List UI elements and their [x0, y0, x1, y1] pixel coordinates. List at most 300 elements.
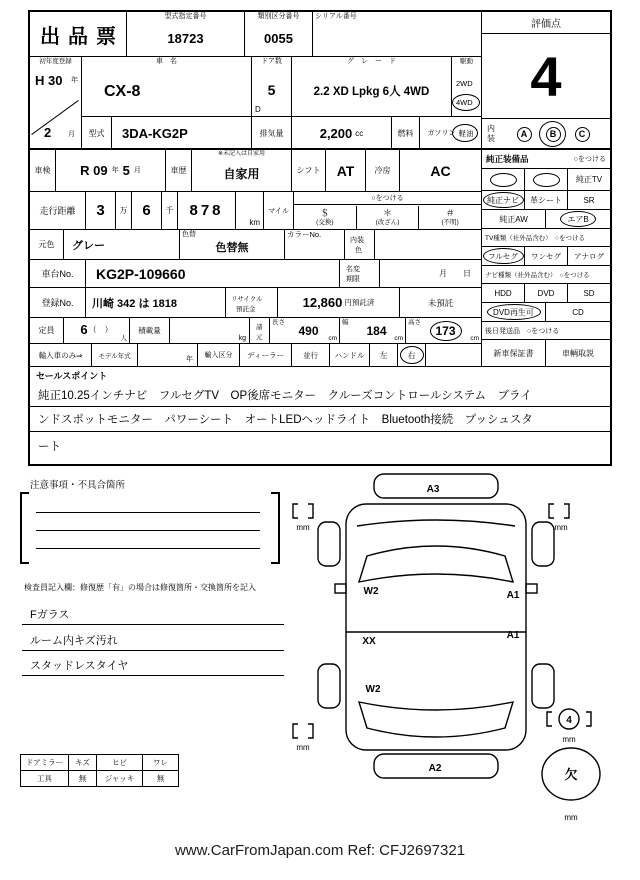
- car-name-label: 車 名: [156, 58, 177, 65]
- dealer-option: ディーラー: [247, 350, 284, 360]
- equipment-sr-cell: [568, 191, 610, 210]
- mirror-table-r2c2: [69, 771, 97, 786]
- mileage-rest-cell: [178, 192, 236, 230]
- shaken-value-cell: [56, 150, 166, 192]
- mirror-table-r2c4: [143, 771, 178, 786]
- grade-value: 2.2 XD Lpkg 6人 4WD: [313, 85, 430, 98]
- mark-tamper: [357, 206, 420, 229]
- notes-rule-1: [36, 512, 260, 513]
- mileage-sen: 6: [142, 202, 151, 219]
- model-code-cell: [127, 12, 245, 57]
- inspector-rule-3: [22, 675, 284, 676]
- pen-circle-4wd: [452, 94, 480, 111]
- width-cell: [340, 318, 406, 344]
- pen-circle-height: [430, 321, 462, 341]
- pen-circle-mark-2: [533, 173, 560, 187]
- score-cell: [482, 34, 610, 119]
- fuel-gasoline: ガソリン: [427, 130, 456, 137]
- serial-label: シリアル番号: [315, 13, 357, 20]
- full-seg: フルセグ: [488, 251, 518, 261]
- interior-grade-c: C: [575, 127, 590, 142]
- main-table: [28, 10, 612, 466]
- recycle-label-1: リサイクル: [231, 296, 263, 303]
- equipment-navi-cell: [482, 191, 525, 210]
- width-unit: cm: [394, 335, 403, 342]
- fuel-label-cell: [392, 117, 420, 150]
- height-value: 173: [435, 323, 456, 338]
- mileage-label-cell: [30, 192, 86, 230]
- shift-label-cell: [292, 150, 326, 192]
- hdd: HDD: [494, 288, 512, 298]
- dvd-play-cell: [482, 303, 546, 322]
- notes-title: 注意事項・不具合箇所: [30, 480, 126, 491]
- cooling-value: AC: [430, 162, 451, 179]
- pen-circle-full-seg: [483, 248, 524, 264]
- score-label: 評価点: [531, 19, 561, 30]
- recycle-none: 未預託: [427, 297, 454, 308]
- color-no-cell: [285, 230, 345, 260]
- mm-missing: mm: [564, 813, 578, 822]
- mark-exchange-symbol: ＄: [320, 207, 330, 218]
- displacement-label-cell: [252, 117, 292, 150]
- mark-right-mid: A1: [506, 630, 520, 641]
- mm-bottom-right: mm: [562, 735, 576, 744]
- later-shipment-header: 後日発送品 ○をつける: [485, 327, 560, 335]
- base-color-value-cell: [64, 230, 180, 260]
- base-color-value: グレー: [72, 239, 105, 252]
- first-reg-year-suffix: 年: [71, 77, 78, 84]
- chassis-label-cell: [30, 260, 86, 288]
- rename-label-2: 期限: [346, 276, 360, 283]
- registration-label: 登録No.: [41, 298, 74, 308]
- registration-label-cell: [30, 288, 86, 318]
- inspector-rule-2: [22, 650, 284, 651]
- load-unit: kg: [238, 335, 246, 342]
- fuel-diesel: 軽油: [458, 128, 474, 138]
- footer: [0, 842, 640, 860]
- model-label: 型式: [88, 128, 105, 138]
- mark-exchange-label: (交換): [316, 218, 334, 226]
- sales-line-2: [30, 407, 610, 432]
- jack-label: ジャッキ: [104, 774, 135, 783]
- history-note: ※未記入は自家用: [217, 151, 266, 157]
- mirror-table-r1c3: [97, 755, 143, 771]
- history-value-cell: [192, 150, 292, 192]
- none-value-2: 無: [156, 774, 165, 783]
- circled-number: 4: [566, 715, 572, 726]
- model-year-suffix: 年: [186, 356, 193, 363]
- shift-value: AT: [336, 162, 355, 179]
- mark-unknown-label: (不明): [441, 218, 459, 226]
- sales-points-header: [30, 367, 610, 383]
- serial-cell: [313, 12, 482, 57]
- grade-label: グ レ ー ド: [347, 58, 396, 65]
- equipment-tv: 純正TV: [575, 175, 603, 184]
- sd-cell: [568, 284, 610, 303]
- import-blank-cell: [426, 344, 482, 367]
- manual-cell: [546, 340, 610, 367]
- interior-grade-cell: [482, 119, 610, 150]
- first-reg-month-suffix: 月: [68, 131, 75, 138]
- pen-circle-airbag: [560, 211, 596, 227]
- mark-unknown: [419, 206, 481, 229]
- dvd: DVD: [537, 288, 555, 298]
- cooling-label: 冷房: [374, 166, 391, 175]
- interior-grade-a: A: [517, 127, 532, 142]
- fuel-value-cell: [420, 117, 482, 150]
- chassis-label: 車台No.: [41, 269, 74, 279]
- registration-value-cell: [86, 288, 226, 318]
- model-year-label: モデル年式: [98, 352, 131, 360]
- color-change-value: 色替無: [215, 241, 249, 254]
- sheet-title-cell: [30, 12, 127, 57]
- shift-value-cell: [326, 150, 366, 192]
- mm-top-left: mm: [296, 523, 310, 532]
- sheet-title: 出品票: [40, 25, 124, 48]
- tv-type-header: TV種類（社外品含む） ○をつける: [485, 235, 585, 242]
- sales-line-1-text: 純正10.25インチナビ フルセグTV OP後席モニター クルーズコントロールシステム ブライ: [38, 389, 532, 402]
- navi-type-header: ナビ種類（社外品含む） ○をつける: [485, 272, 590, 279]
- pen-circle-diesel: [452, 124, 478, 142]
- mirror-table-r1c1: [21, 755, 69, 771]
- full-seg-cell: [482, 247, 525, 266]
- score-value: 4: [530, 44, 562, 108]
- recycle-label-cell: [226, 288, 278, 318]
- shaken-year-suffix: 年: [111, 166, 119, 174]
- shaken-month-suffix: 月: [133, 166, 141, 174]
- equipment-airbag-cell: [546, 210, 610, 229]
- cooling-value-cell: [400, 150, 482, 192]
- doors-d: D: [255, 105, 261, 114]
- shaken-era-year: R 09: [80, 163, 108, 178]
- equipment-sr: SR: [583, 195, 595, 205]
- mileage-man-unit: 万: [119, 206, 128, 215]
- score-header-cell: [482, 12, 610, 34]
- mirror-table-r1c2: [69, 755, 97, 771]
- wheel-rear-right: [532, 664, 554, 708]
- base-color-label-cell: [30, 230, 64, 260]
- bracket-top-right: [549, 504, 569, 518]
- interior-color-cell: [345, 230, 375, 260]
- capacity-label-cell: [30, 318, 64, 344]
- handle-left: 左: [379, 350, 388, 360]
- handle-left-cell: [370, 344, 398, 367]
- tool-label: 工具: [37, 774, 52, 783]
- equipment-navi: 純正ナビ: [487, 195, 519, 205]
- notes-bracket-left: [20, 492, 29, 564]
- wheel-rear-left: [318, 664, 340, 708]
- capacity-label: 定員: [38, 326, 55, 335]
- pen-circle-mark-1: [490, 173, 517, 187]
- mile-label-cell: [264, 192, 294, 230]
- bracket-bottom-left: [293, 724, 313, 738]
- rear-window-shape: [359, 702, 513, 737]
- color-no-label: カラーNo.: [287, 230, 322, 239]
- sales-line-3: [30, 432, 610, 460]
- color-change-cell: [180, 230, 285, 260]
- inspector-item-3: スタッドレスタイヤ: [30, 660, 129, 672]
- tv-type-header-cell: [482, 229, 610, 247]
- rename-label-cell: [340, 260, 380, 288]
- equipment-mark-cell-2: [525, 169, 568, 191]
- first-registration-cell: [30, 57, 82, 150]
- drive-label: 駆動: [460, 58, 473, 65]
- model-value-cell: [112, 117, 252, 150]
- capacity-paren: （ ）: [88, 324, 113, 334]
- load-label-cell: [130, 318, 170, 344]
- handle-right: 右: [407, 350, 416, 360]
- color-change-label: 色替: [182, 231, 196, 238]
- equipment-leather-cell: [525, 191, 568, 210]
- recycle-value-cell: [278, 288, 400, 318]
- cd: CD: [572, 307, 584, 317]
- mileage-man-cell: [86, 192, 116, 230]
- mileage-sen-unit-cell: [162, 192, 178, 230]
- width-value: 184: [366, 323, 387, 338]
- drive-4wd: 4WD: [456, 98, 473, 107]
- warranty: 新車保証書: [493, 348, 534, 358]
- mm-top-right: mm: [554, 523, 568, 532]
- dvd-play: DVD再生可: [493, 307, 534, 317]
- sales-line-2-text: ンドスポットモニター パワーシート オートLEDヘッドライト Bluetooth接続 プッシュスタ: [38, 414, 533, 426]
- cd-cell: [546, 303, 610, 322]
- mileage-unit-cell: [236, 192, 264, 230]
- rename-value-cell: [380, 260, 482, 288]
- bracket-top-left: [293, 504, 313, 518]
- dvd-cell: [525, 284, 568, 303]
- notes-rule-3: [36, 548, 260, 549]
- doors-cell: [252, 57, 292, 117]
- handle-label: ハンドル: [334, 350, 365, 360]
- model-year-label-cell: [92, 344, 138, 367]
- height-cell: [406, 318, 482, 344]
- dealer-cell: [240, 344, 292, 367]
- import-type-label-cell: [198, 344, 240, 367]
- shaken-label: 車検: [34, 166, 51, 175]
- analog-cell: [568, 247, 610, 266]
- mirror-tool-table: [20, 754, 179, 787]
- mileage-man-unit-cell: [116, 192, 132, 230]
- import-only-cell: [30, 344, 92, 367]
- mark-left-mid: XX: [362, 636, 376, 647]
- pen-circle-navi: [483, 192, 524, 208]
- pen-circle-dvd-play: [487, 304, 541, 320]
- length-value: 490: [298, 323, 319, 338]
- missing-mark: 欠: [564, 767, 578, 782]
- wheel-front-right: [532, 522, 554, 566]
- drive-cell: [452, 57, 482, 117]
- sales-line-1: [30, 383, 610, 407]
- parallel-option: 並行: [303, 350, 318, 360]
- sales-line-3-text: ート: [38, 441, 61, 453]
- mark-right-front: A1: [506, 590, 520, 601]
- spec-label-cell: [250, 318, 270, 344]
- inspector-note: 検査員記入欄：修復歴「有」の場合は修復箇所・交換箇所を記入: [24, 583, 256, 592]
- interior-color-label-2: 色: [355, 247, 362, 254]
- chassis-value-cell: [86, 260, 340, 288]
- doors-label: ドア数: [261, 58, 282, 65]
- interior-label-1: 内: [487, 124, 495, 133]
- displacement-value: 2,200: [319, 125, 353, 141]
- navi-type-header-cell: [482, 266, 610, 284]
- equipment-aw-cell: [482, 210, 546, 229]
- length-label: 長さ: [272, 319, 285, 326]
- pen-circle-handle-right: [400, 346, 424, 364]
- shaken-label-cell: [30, 150, 56, 192]
- mark-rear-bumper: A2: [428, 763, 442, 774]
- length-unit: cm: [328, 335, 337, 342]
- mirror-left: [335, 584, 346, 593]
- mileage-label: 走行距離: [39, 206, 76, 216]
- displacement-unit: cc: [355, 128, 364, 138]
- hdd-cell: [482, 284, 525, 303]
- mark-front-bumper: A3: [426, 484, 440, 495]
- drive-2wd: 2WD: [456, 79, 473, 88]
- fuel-label: 燃料: [397, 128, 414, 138]
- warranty-cell: [482, 340, 546, 367]
- sales-points-title: セールスポイント: [36, 370, 108, 381]
- capacity-unit: 人: [120, 335, 127, 342]
- crack-label: ヒビ: [112, 758, 127, 767]
- model-code-value: 18723: [167, 30, 204, 46]
- analog: アナログ: [574, 251, 604, 261]
- spec-label-1: 諸: [256, 324, 263, 331]
- recycle-amount: 12,860: [302, 295, 343, 310]
- none-value-1: 無: [78, 774, 87, 783]
- mile-marks-cell: [294, 192, 482, 230]
- mirror-right: [526, 584, 537, 593]
- doors-value: 5: [267, 81, 276, 98]
- interior-grade-b: B: [546, 127, 561, 142]
- circle-note: ○をつける: [371, 195, 404, 202]
- footer-text: www.CarFromJapan.com Ref: CFJ2697321: [174, 842, 466, 859]
- manual: 車輌取説: [562, 348, 594, 358]
- displacement-value-cell: [292, 117, 392, 150]
- wheel-front-left: [318, 522, 340, 566]
- equipment-aw: 純正AW: [499, 214, 528, 224]
- import-only-label: 輸入車のみ⇒: [38, 350, 83, 360]
- recycle-none-cell: [400, 288, 482, 318]
- later-shipment-cell: [482, 322, 610, 340]
- car-damage-diagram: [283, 468, 615, 830]
- pen-circle-interior-b: [539, 121, 566, 147]
- shift-label: シフト: [296, 166, 321, 175]
- model-label-cell: [82, 117, 112, 150]
- registration-value: 川崎 342 は 1818: [92, 297, 177, 310]
- handle-right-cell: [398, 344, 426, 367]
- rename-value: 月 日: [439, 269, 471, 278]
- history-value: 自家用: [223, 167, 260, 181]
- one-seg: ワンセグ: [531, 251, 561, 261]
- import-type-label: 輸入区分: [204, 352, 233, 359]
- scratch-label: キズ: [75, 758, 90, 767]
- equipment-header-cell: [482, 150, 610, 169]
- notes-bracket-right: [271, 492, 280, 564]
- equipment-note: ○をつける: [573, 156, 606, 163]
- inspector-item-2: ルーム内キズ汚れ: [30, 635, 118, 647]
- history-label-cell: [166, 150, 192, 192]
- mirror-table-r1c4: [143, 755, 178, 771]
- mileage-man: 3: [96, 202, 105, 219]
- mile-label: マイル: [268, 207, 289, 215]
- equipment-airbag: エアB: [567, 214, 589, 224]
- mileage-rest: 878: [189, 202, 224, 219]
- interior-color-label-1: 内装: [350, 237, 364, 244]
- car-name-value: CX-8: [104, 82, 141, 100]
- notes-rule-2: [36, 530, 260, 531]
- windshield-shape: [359, 546, 513, 582]
- load-value-cell: [170, 318, 250, 344]
- recycle-suffix: 円預託済: [344, 298, 375, 307]
- equipment-mark-cell-1: [482, 169, 525, 191]
- diagonal-divider: [31, 100, 79, 135]
- first-reg-month: 2: [44, 125, 52, 140]
- load-label: 積載量: [138, 326, 161, 335]
- capacity-value: 6: [80, 321, 88, 337]
- spec-label-2: 元: [256, 334, 263, 341]
- inspector-rule-1: [22, 624, 284, 625]
- shaken-month: 5: [122, 163, 130, 178]
- sd: SD: [583, 288, 595, 298]
- chassis-value: KG2P-109660: [96, 265, 186, 282]
- handle-label-cell: [330, 344, 370, 367]
- equipment-leather: 革シート: [530, 195, 562, 205]
- break-label: ワレ: [153, 758, 168, 767]
- parallel-cell: [292, 344, 330, 367]
- first-reg-label: 初年度登録: [39, 58, 72, 65]
- mileage-unit: km: [249, 218, 260, 227]
- mark-left-front: W2: [363, 586, 379, 597]
- history-label: 車歴: [170, 166, 187, 175]
- mirror-table-r2c1: [21, 771, 69, 786]
- mark-tamper-symbol: ＊: [383, 207, 393, 218]
- rename-label-1: 名変: [346, 266, 360, 273]
- equipment-tv-cell: [568, 169, 610, 191]
- hood-line: [357, 520, 515, 526]
- class-code-value: 0055: [264, 30, 293, 46]
- mark-exchange: [294, 206, 357, 229]
- mirror-label: ドアミラー: [25, 758, 64, 767]
- mirror-table-r2c3: [97, 771, 143, 786]
- class-code-cell: [245, 12, 313, 57]
- length-cell: [270, 318, 340, 344]
- cooling-label-cell: [366, 150, 400, 192]
- interior-color-value-cell: [375, 230, 482, 260]
- grade-cell: [292, 57, 452, 117]
- width-label: 幅: [342, 319, 349, 326]
- height-label: 高さ: [408, 319, 421, 326]
- first-reg-year: H 30: [35, 73, 63, 88]
- one-seg-cell: [525, 247, 568, 266]
- mileage-sen-unit: 千: [165, 206, 174, 215]
- equipment-title: 純正装備品: [486, 154, 529, 164]
- recycle-label-2: 預託金: [236, 306, 256, 313]
- mark-unknown-symbol: ＃: [445, 207, 455, 218]
- mark-tamper-label: (改ざん): [375, 218, 400, 226]
- car-name-cell: [82, 57, 252, 117]
- mm-bottom-left: mm: [296, 743, 310, 752]
- class-code-label: 類別区分番号: [257, 13, 300, 20]
- displacement-label: 排気量: [259, 128, 284, 138]
- capacity-value-cell: [64, 318, 130, 344]
- interior-label-2: 装: [487, 134, 495, 143]
- mark-left-rear: W2: [365, 684, 381, 695]
- base-color-label: 元色: [38, 240, 55, 249]
- mileage-sen-cell: [132, 192, 162, 230]
- model-year-value-cell: [138, 344, 198, 367]
- height-unit: cm: [470, 335, 479, 342]
- inspector-item-1: Fガラス: [30, 609, 70, 621]
